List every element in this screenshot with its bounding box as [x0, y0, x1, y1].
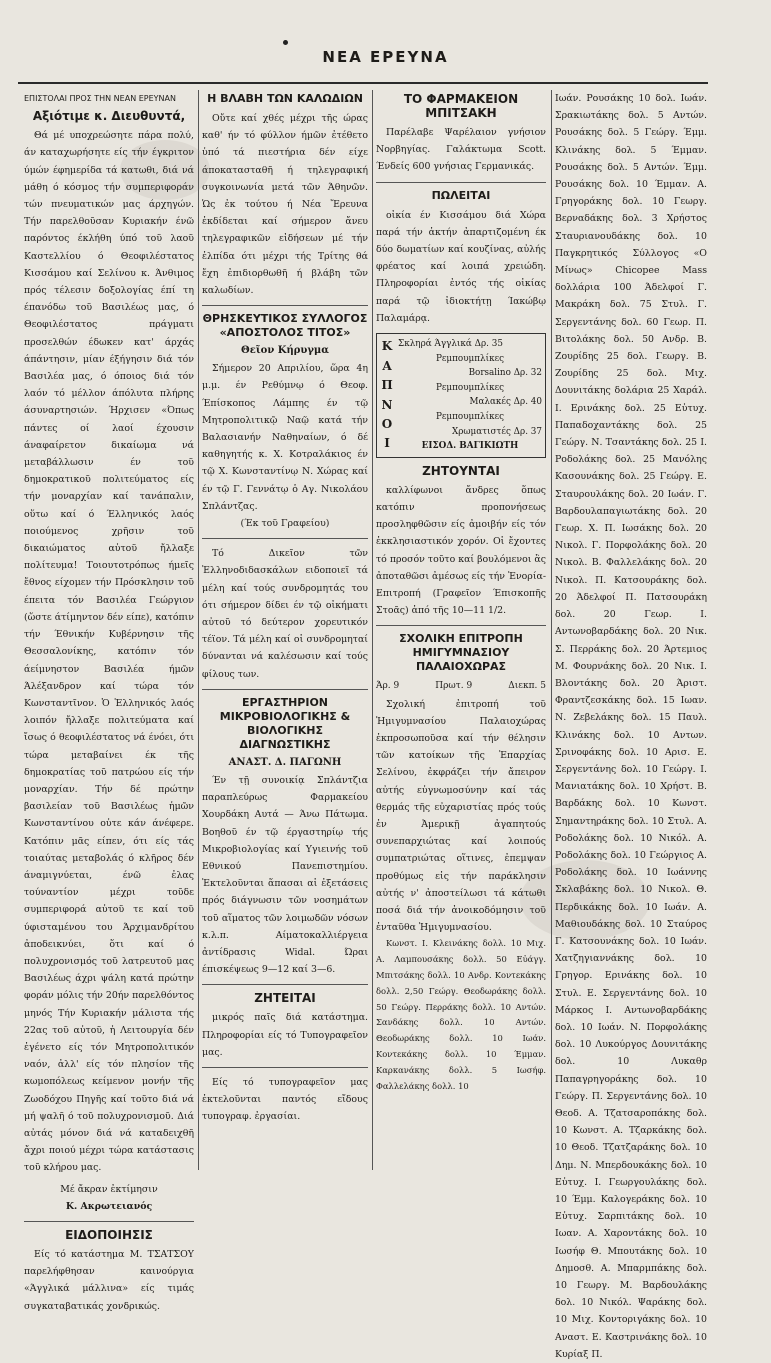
- wanted-headline: ΖΗΤΕΙΤΑΙ: [254, 991, 316, 1006]
- side-letter: Ν: [381, 397, 393, 412]
- pharmacy-body: Παρέλαβε Ψαρέλαιον γνήσιον Νορβηγίας. Γαλάκτωμα Scott. Ένδείς 600 γνήσιας Γερμανικάς.: [376, 127, 546, 173]
- separator: [376, 625, 546, 626]
- school-committee-body: Σχολική ἐπιτροπή τοῦ Ἡμιγυμνασίου Παλαιοχώρας ἐκπροσωποῦσα καί τήν θέλησιν τῶν κατοίκων τῆς Ἐπαρχίας Σελίνου, ἐκφράζει τήν ἄπειρον αὐτής εὐγνωμοσύνην καί τάς θερμάς τῆς εὐχαριστίας πρός τούς ἐν Ἀμερικῇ ἀγαπητούς συνεπαρχιώτας καί λοιπούς συμπατριώτας οἵτινες, ἐπεμψαν προθύμως εἰς τήν παράκλησιν αὐτής ν' ἀποστείλωσι τά κάτωθι ποσά διά τήν ἀνοικοδόμησιν τοῦ ἐνταῦθα Ἡμιγυμνασίου.: [376, 698, 546, 934]
- dispatch-label-text: Διεκπ.: [508, 681, 538, 692]
- separator: [202, 984, 368, 985]
- dispatch-label: [508, 678, 546, 695]
- hat-advert-line: Ρεμπουμπλίκες: [435, 382, 505, 393]
- sermon-source: (Έκ τοῦ Γραφείου): [240, 518, 330, 530]
- column-divider: [198, 90, 199, 1170]
- column-4: [555, 90, 707, 1360]
- side-letter: Π: [381, 378, 393, 393]
- protocol-row: [376, 678, 546, 695]
- sermon-body: Σήμερον 20 Απριλίου, ὥρα 4η μ.μ. έν Ρεθύμνῳ ό Θεοφ. Έπίσκοπος Λάμπης έν τῷ Μητροπολιτικῷ Ναῷ κατά τήν Βαλασιανήν Ναθηναίων, ό δέ καθηγητής κ. Χ. Κοτραλάκιος έν τῷ Χ. Κωνσταντίνῳ Ν. Χώρας καί έν τῷ Γ. Γεννάτῳ ὁ Αγ. Νικολάου Σπλάντζας.: [202, 363, 368, 512]
- hat-advert-line: Σκληρά Άγγλικά Δρ. 35: [398, 339, 503, 350]
- masthead: ΝΕΑ ΕΡΕΥΝΑ: [322, 48, 449, 66]
- hat-advert-box: [376, 333, 546, 458]
- separator: [202, 305, 368, 306]
- hat-advert-lines: [394, 337, 542, 454]
- letter-signature: Κ. Ακρωτειανός: [65, 1200, 153, 1212]
- top-rule: [18, 82, 708, 84]
- wanted-body: μικρός παῖς διά κατάστημα. Πληροφορίαι είς τό Τυπογραφεῖον μας.: [202, 1012, 368, 1058]
- singers-wanted-body: καλλίφωνοι ἄνδρες ὅπως κατόπιν προπονήσεως προσληφθῶσιν είς ἀμοιβήν είς τόν ἐκκλησιαστικόν χορόν. Οἱ ἔχοντες τό προσόν τοῦτο καί βουλόμενοι ἂς ἀποταθῶσι ἀμέσως είς τήν Ἐνορία-Επιτροπή (Γραφεῖον Έπισκοπῆς Στοᾶς) ἀπό τῆς 10—11 1/2.: [376, 484, 546, 617]
- side-letter: Ι: [384, 436, 390, 451]
- religious-society-headline: ΘΡΗΣΚΕΥΤΙΚΟΣ ΣΥΛΛΟΓΟΣ «ΑΠΟΣΤΟΛΟΣ ΤΙΤΟΣ»: [202, 312, 368, 340]
- cable-damage-headline: Η ΒΛΑΒΗ ΤΩΝ ΚΑΛΩΔΙΩΝ: [207, 92, 363, 105]
- side-letter: Ο: [381, 416, 393, 431]
- separator: [202, 1067, 368, 1068]
- sermon-subheading: Θεῖον Κήρυγμα: [241, 345, 329, 357]
- notice-body: Είς τό κατάστημα Μ. ΤΣΑΤΣΟΥ παρελήφθησαν καινούργια «Άγγλικά μάλλινα» είς τιμάς συγκαταβατικάς χονδρικώς.: [24, 1249, 194, 1312]
- hat-advert-line: Μαλακές Δρ. 40: [469, 397, 542, 408]
- for-sale-headline: ΠΩΛΕΙΤΑΙ: [431, 188, 491, 202]
- separator: [376, 182, 546, 183]
- separator: [202, 538, 368, 539]
- protocol-number: 9: [466, 681, 473, 692]
- protocol-label-text: Πρωτ.: [435, 681, 464, 692]
- dispatch-number: 5: [540, 681, 546, 692]
- letter-headline: Αξιότιμε κ. Διευθυντά,: [32, 109, 186, 124]
- column-1: [24, 90, 194, 1312]
- side-letter: Κ: [381, 339, 393, 354]
- laboratory-body: Έν τῇ συνοικίᾳ Σπλάντζια παραπλεύρως Φαρμακείου Χουρδάκη Αυτά — Άνω Πάτωμα. Βοηθοῦ έν τῷ έργαστηρίῳ τής Μικροβιολογίας καί Υγιεινής τοῦ Εθνικού Πανεπιστημίου. Ἐκτελοῦνται ἅπασαι αἱ ἐξετάσεις πρός διάγνωσιν τῶν νοσημάτων τοῦ αἵματος τῶν λοιμωδῶν νόσων κ.λ.π. Αίματοκαλλιέργεια ἀντίδρασις Widal. Ώραι έπισκέψεως 9—12 καί 3—6.: [202, 774, 368, 976]
- protocol-ref: Άρ. 9: [376, 681, 400, 692]
- separator: [202, 689, 368, 690]
- hat-advert-line: Χρωματιστές Δρ. 37: [451, 426, 542, 437]
- column-2: [202, 90, 368, 1180]
- separator: [24, 1221, 194, 1222]
- notice-headline: ΕΙΔΟΠΟΙΗΣΙΣ: [65, 1228, 153, 1242]
- hat-advert-line: Ρεμπουμπλίκες: [435, 412, 505, 422]
- letter-closing: Μέ ἄκραν ἐκτίμησιν: [60, 1183, 158, 1195]
- hat-advert-side-letters: [380, 337, 394, 454]
- letter-body: Θά μέ υποχρεώσητε πάρα πολύ, άν καταχωρήσητε είς τήν έγκριτον ύμών έφημερίδα τά κατωθι, διά νά μάθη ό κόσμος τήν συμπεριφοράν τών πνευματικών μας άρχηγών. Τήν παρελθοῦσαν Κυριακήν ένῶ παρόντος έκλήθη ύπό τοῦ λαοῦ Καστελλίου ό Θεοφιλέστατος Κισσάμου καί Σελίνου κ. Άνθιμος πρός τέλεσιν δοξολογίας έπί τη έπανόδω τοῦ Βασιλέως μας, ό Θεοφιλέστατος πράγματι προσελθών έδωκεν κατ' άρχάς άπάντησιν, μίαν έξήγησιν διά τόν Βασιλέα μας, ό όποιος διά τόν λαόν τό μέλλον άπόλυτα πλήρης άσυναρτησιών. Ήρχισεν «Όπως πάντες οί λαοί έχουσιν άναφαίρετον δικαίωμα νά μεταβάλλωσιν έν τοῦ δημοκρατικοῦ πολιτεύματος είς τήν μοναρχίαν καί τανάπαλιν, οὕτω καί ό Έλληνικός λαός ποιούμενος χρῆσιν τοῦ δικαιώματος αὐτοῦ ἤλλαξε πολίτευμα! Τοιουτοτρόπως ήμεῖς ἔθνος είχομεν τήν Πρόσκλησιν τοῦ έπειτα τόν Βασιλέα Γεώργιον (ὥστε άτίμηντον δέν είπε), κατόπιν τήν Έθνικήν Κυβέρνησιν τῆς Θεσσαλονίκης, κατόπιν τόν άείμνηστον Βασιλέα ήμῶν Άλέξανδρον καί τώρα τόν Κωνσταντῖνον. Ὁ Ἑλληνικός λαός λοιπόν ἤλλαξε πολιτεύματα καί ἴσως ό θεοφιλέστατος νά ένόει, ότι τώρα μεταβαίνει έκ τῆς δημοκρατίας τοῦ πατρώου είς τήν μοναρχίαν. Τήν δέ πρώτην βασιλείαν τοῦ Βασιλέως ἡμῶν Κωνσταντίνου οὐτε κάν άνέφερε. Κατόπιν μᾶς είπεν, ότι είς τάς τοιαύτας μεταβολάς ό κλῆρος δέν άναμιγνύεται, ένῶ ἐλας τούναντίον μέχρι τοῦδε συμπεριφορά αὐτοῦ τε καί τοῦ ύφισταμένου του Άρχιμανδρίτου ἀποδεικνύει, ὅτι καί ό πολυχρονισμός τοῦ λατρευτοῦ μας Βασιλέως άχρι ψάλη κατά πρώτην φοράν μόλις τήν 20ήν παρελθόντος μηνός Τήν Κυριακήν μάλιστα τής 22ας τοῦ αὐτοῦ, ἡ Λειτουργία δέν ἐγένετο είς τόν Μητροπολιτικόν ναόν, ἀλλ' είς τόν πλησίον τῆς κωμοπόλεως κείμενον μονήν τῆς Ζωοδόχου Πηγῆς καί τοῦτο διά νά μή ψαλῆ ό τοῦ πολυχρονισμοῦ. Διά αὐτάς μόνον διά νά καταδειχθῆ ἄχρι ποιού μέχρι τώρα κατάστασις τοῦ κλήρου μας.: [24, 130, 194, 1174]
- side-letter: Α: [382, 358, 392, 373]
- hat-advert-line: Ρεμπουμπλίκες: [435, 353, 505, 364]
- protocol-label: [435, 678, 472, 695]
- laboratory-owner: ΑΝΑΣΤ. Δ. ΠΑΓΩΝΗ: [228, 756, 342, 768]
- cable-damage-body: Οὔτε καί χθές μέχρι τῆς ώρας καθ' ήν τό φύλλον ήμῶν ἐτέθετο ὑπό τά πιεστήρια δέν είχε άποκατασταθῆ ή τηλεγραφική συγκοινωνία μετά τῶν Άθηνῶν. Ὡς ἐκ τούτου ή Νέα Ἔρευνα ἐκδίδεται καί σήμερον ἄνευ τηλεγραφικῶν εἰδήσεων μέ τήν ἐλπίδα ότι μέχρι τής Τρίτης θά ἔχη ἐπιδιορθωθῆ ή βλάβη τῶν καλωδίων.: [202, 113, 368, 297]
- print-shop-body: Είς τό τυπογραφεῖον μας ἐκτελοῦνται παντός εἴδους τυπογραφ. ἐργασίαι.: [202, 1076, 368, 1123]
- column-3: [376, 90, 546, 1180]
- donor-list-continued: Ιωάν. Ρουσάκης 10 δολ. Ιωάν. Σρακιωτάκης δολ. 5 Αντών. Ρουσάκης δολ. 5 Γεώργ. Έμμ. Κλινάκης δολ. 5 Έμμαν. Ρουσάκης δολ. 5 Αντών. Έμμ. Ρουσάκης δολ. 10 Έμμαν. Α. Γρηγοράκης δολ. 10 Γεωργ. Βερναδάκης δολ. 3 Χρήστος Σταυριανουδάκης δολ. 10 Παγκρητικός Σύλλογος «Ο Μίνως» Chicopee Mass δολλάρια 100 Άδελφοί Γ. Μακράκη δολ. 75 Στυλ. Γ. Σεργεντάνης δολ. 60 Γεωρ. Π. Βιτολάκης δολ. 50 Ανδρ. Β. Ζουρίδης 25 δολ. Γεωργ. Β. Ζουρίδης 25 δολ. Μιχ. Δουνιτάκης δολάρια 25 Χαράλ. Ι. Ερινάκης δολ. 25 Εὐτυχ. Παπαδοχαντάκης δολ. 25 Γεώργ. Ν. Τσαντάκης δολ. 25 Ι. Ροδολάκης δολ. 25 Μανόλης Κασουνάκης δολ. 25 Γεώργ. Ε. Σταυρουλάκης δολ. 20 Ιωάν. Γ. Βαρδουλαπαγιωτάκης δολ. 20 Γεωρ. Χ. Π. Ιωσάκης δολ. 20 Νικολ. Γ. Πορφολάκης δολ. 20 Νικολ. Β. Φαλλελάκης δολ. 20 Νικολ. Π. Κατσουράκης δολ. 20 Άδελφοί Π. Πατσουράκη δολ. 20 Γεωρ. Ι. Αντωνοβαρδάκης δολ. 20 Νικ. Σ. Περράκης δολ. 20 Άρτεμιος Μ. Φουρνάκης δολ. 20 Νικ. Ι. Βλοντάκης δολ. 20 Άριστ. Φραντζεσκάκης δολ. 15 Ιωαν. Ν. Ζεβελάκης δολ. 15 Παυλ. Κλινάκης δολ. 10 Αντων. Σρινοφάκης δολ. 10 Αρισ. Ε. Σεργεντάνης δολ. 10 Γεώργ. Ι. Μανιατάκης δολ. 10 Χρήστ. Β. Βαρδάκης δολ. 10 Κωνστ. Σημαντηράκης δολ. 10 Στυλ. Α. Ροδολάκης δολ. 10 Νικόλ. Α. Ροδολάκης δολ. 10 Γεώργιος Α. Ροδολάκης δολ. 10 Ιωάννης Σκλαβάκης δολ. 10 Νικολ. Θ. Περδικάκης δολ. 10 Ιωάν. Α. Μαθιουδάκης δολ. 10 Σταύρος Γ. Κατσουνάκης δολ. 10 Ιωάν. Χατζηγιαννάκης δολ. 10 Γρηγορ. Ερινάκης δολ. 10 Στυλ. Ε. Σεργεντάνης δολ. 10 Μάρκος Ι. Αντωνοβαρδάκης δολ. 10 Ιωάν. Ν. Πορφολάκης δολ. 10 Λυκούργος Δουνιτάκης δολ. 10 Λυκαθρ Παπαγρηγοράκης δολ. 10 Γεώργ. Π. Σεργεντάνης δολ. 10 Θεοδ. Α. Τζατσαροπάκης δολ. 10 Κωνστ. Α. Τζαρκάκης δολ. 10 Θεοδ. Τζατζαράκης δολ. 10 Δημ. Ν. Μπερδουκάκης δολ. 10 Εὐτυχ. Ι. Γεωργουλάκης δολ. 10 Έμμ. Καλογεράκης δολ. 10 Εὐτυχ. Σαρπιτάκης δολ. 10 Ιωαν. Α. Χαροντάκης δολ. 10 Ιωσήφ Θ. Μπουτάκης δολ. 10 Δημοσθ. Α. Μπαρμπάκης δολ. 10 Γεωργ. Μ. Βαρδουλάκης δολ. 10 Νικόλ. Ψαράκης δολ. 10 Μιχ. Κοντοριγάκης δολ. 10 Αναστ. Ε. Καστρινάκης δολ. 10 Κυρίαξ Π.: [555, 93, 707, 1360]
- letters-section-label: ΕΠΙΣΤΟΛΑΙ ΠΡΟΣ ΤΗΝ ΝΕΑΝ ΕΡΕΥΝΑΝ: [24, 94, 176, 103]
- for-sale-body: οἰκία έν Κισσάμου διά Χώρα παρά τήν ἀκτήν ἀπαρτιζομένη έκ δύο δωματίων καί κουζίνας, αὐλής φρέατος καί λοιπά χρειώδη. Πληροφορίαι ἐντός τής οἰκίας παρά τῷ ἰδιοκτήτῃ Ίακώβῳ Παλαμάρᾳ.: [376, 209, 546, 324]
- hat-advert-line: Borsalino Δρ. 32: [468, 368, 542, 379]
- column-divider: [551, 90, 552, 1170]
- hat-advert-line: ΕΙΣΟΔ. ΒΑΓΙΚΙΩΤΗ: [421, 441, 519, 452]
- column-divider: [372, 90, 373, 1170]
- laboratory-headline: ΕΡΓΑΣΤΗΡΙΟΝ ΜΙΚΡΟΒΙΟΛΟΓΙΚΗΣ & ΒΙΟΛΟΓΙΚΗΣ ΔΙΑΓΝΩΣΤΙΚΗΣ: [219, 695, 351, 751]
- print-dot: [283, 40, 288, 45]
- donor-list: Κωνστ. Ι. Κλεινάκης δολλ. 10 Μιχ. Α. Λαμπουσάκης δολλ. 50 Εὐάγγ. Μπιτσάκης δολλ. 10 Ανδρ. Κοντεκάκης δολλ. 2,50 Γεώργ. Θεοδωράκης δολλ. 50 Γεώργ. Περράκης δολλ. 10 Αντών. Σανδάκης δολλ. 10 Αντών. Θεοδωράκης δολλ. 10 Ιωάν. Κοντεκάκης δολλ. 10 Έμμαν. Καρκανάκης δολλ. 5 Ιωσήφ. Φαλλελάκης δολλ. 10: [376, 938, 546, 1091]
- pharmacy-headline: ΤΟ ΦΑΡΜΑΚΕΙΟΝ ΜΠΙΤΣΑΚΗ: [403, 92, 519, 120]
- school-committee-headline: ΣΧΟΛΙΚΗ ΕΠΙΤΡΟΠΗ ΗΜΙΓΥΜΝΑΣΙΟΥ ΠΑΛΑΙΟΧΩΡΑΣ: [399, 632, 523, 674]
- singers-wanted-headline: ΖΗΤΟΥΝΤΑΙ: [422, 463, 500, 478]
- teachers-tea-body: Τό Δικεῖον τῶν Ἐλληνοδιδασκάλων ειδοποιεῖ τά μέλη καί τούς συνδρομητάς του ότι σήμερον δίδει έν τῷ οἰκήματι αὐτοῦ τό δεύτερον χορευτικόν τέϊον. Τά μέλη καί οἱ συνδρομηταί δύνανται νά καλέσωσιν καί τούς φίλους των.: [202, 548, 368, 680]
